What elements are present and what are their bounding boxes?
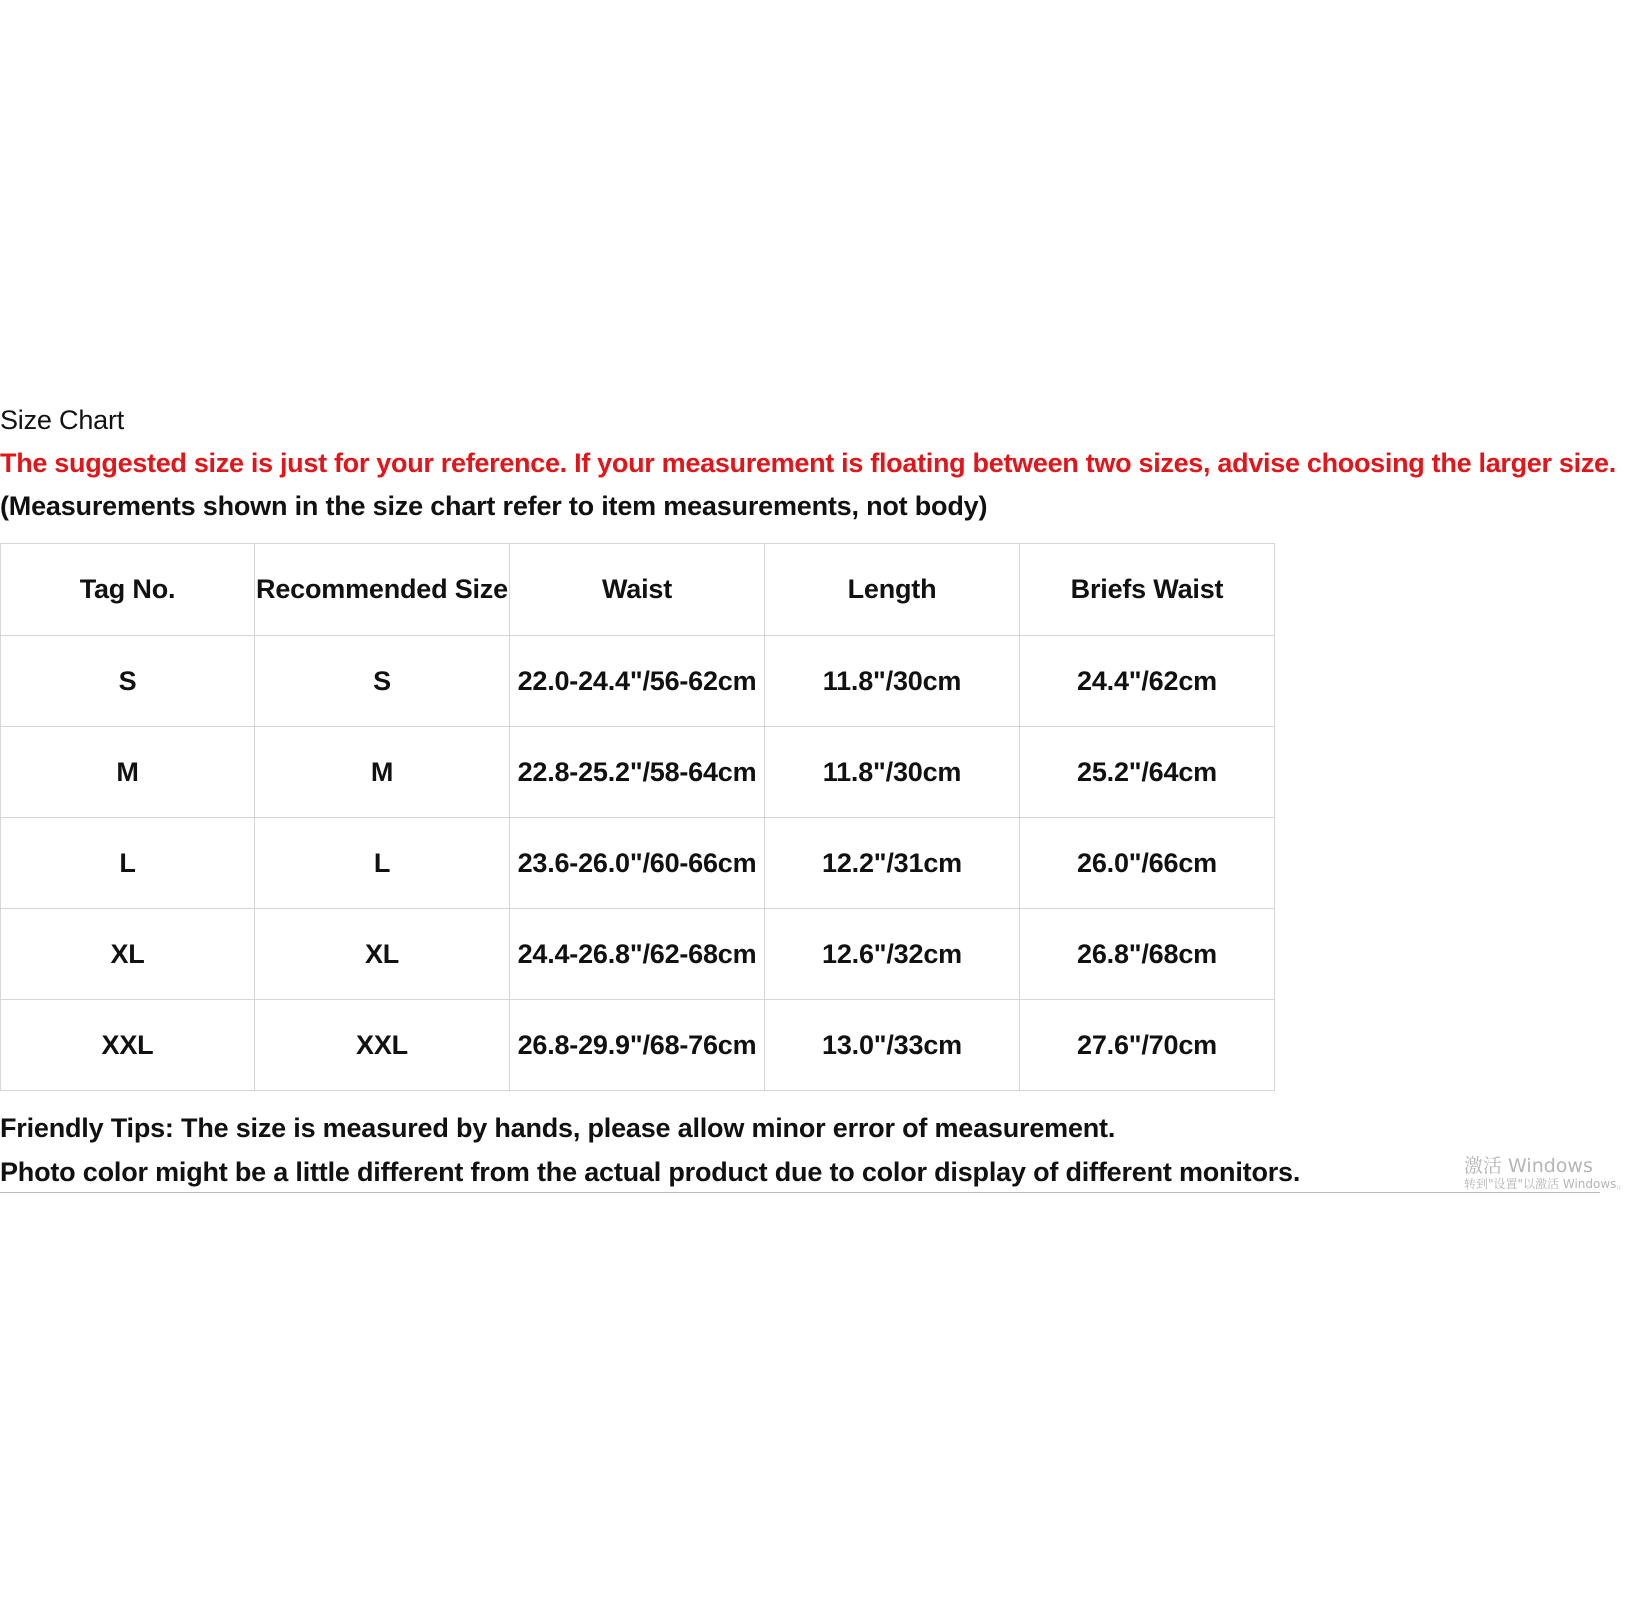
size-table [0,543,1275,1091]
table-row [1,636,1275,727]
page-title: Size Chart [0,405,125,435]
watermark-subtitle: 转到"设置"以激活 Windows。 [1464,1177,1628,1191]
cell-briefs-waist: 24.4"/62cm [1020,636,1275,727]
cell-tag-no: L [1,818,255,909]
cell-tag-no: XXL [1,1000,255,1091]
bottom-divider [0,1192,1600,1193]
cell-length: 11.8"/30cm [765,636,1020,727]
cell-tag-no: XL [1,909,255,1000]
column-header-recommended-size: Recommended Size [255,544,510,636]
cell-briefs-waist: 27.6"/70cm [1020,1000,1275,1091]
table-row [1,818,1275,909]
cell-briefs-waist: 26.0"/66cm [1020,818,1275,909]
cell-recommended-size: XL [255,909,510,1000]
table-row [1,727,1275,818]
cell-length: 12.6"/32cm [765,909,1020,1000]
cell-waist: 22.8-25.2"/58-64cm [510,727,765,818]
column-header-length: Length [765,544,1020,636]
cell-recommended-size: M [255,727,510,818]
cell-waist: 26.8-29.9"/68-76cm [510,1000,765,1091]
measurement-note: (Measurements shown in the size chart refer to item measurements, not body) [0,491,988,521]
table-row [1,909,1275,1000]
cell-waist: 22.0-24.4"/56-62cm [510,636,765,727]
size-advice-notice: The suggested size is just for your reference. If your measurement is floating between two sizes, advise choosing the larger size. [0,448,1616,478]
table-header-row [1,544,1275,636]
cell-briefs-waist: 25.2"/64cm [1020,727,1275,818]
cell-tag-no: S [1,636,255,727]
cell-length: 11.8"/30cm [765,727,1020,818]
cell-recommended-size: XXL [255,1000,510,1091]
table-row [1,1000,1275,1091]
cell-waist: 24.4-26.8"/62-68cm [510,909,765,1000]
friendly-tip: Friendly Tips: The size is measured by hands, please allow minor error of measurement. [0,1113,1116,1143]
cell-tag-no: M [1,727,255,818]
watermark-title: 激活 Windows [1464,1155,1593,1177]
column-header-waist: Waist [510,544,765,636]
column-header-tag-no: Tag No. [1,544,255,636]
cell-briefs-waist: 26.8"/68cm [1020,909,1275,1000]
color-disclaimer: Photo color might be a little different from the actual product due to color display of different monitors. [0,1157,1301,1187]
footer-tips [0,1112,1628,1200]
cell-recommended-size: L [255,818,510,909]
column-header-briefs-waist: Briefs Waist [1020,544,1275,636]
cell-length: 13.0"/33cm [765,1000,1020,1091]
windows-activation-watermark [1464,1155,1628,1193]
cell-recommended-size: S [255,636,510,727]
cell-waist: 23.6-26.0"/60-66cm [510,818,765,909]
cell-length: 12.2"/31cm [765,818,1020,909]
